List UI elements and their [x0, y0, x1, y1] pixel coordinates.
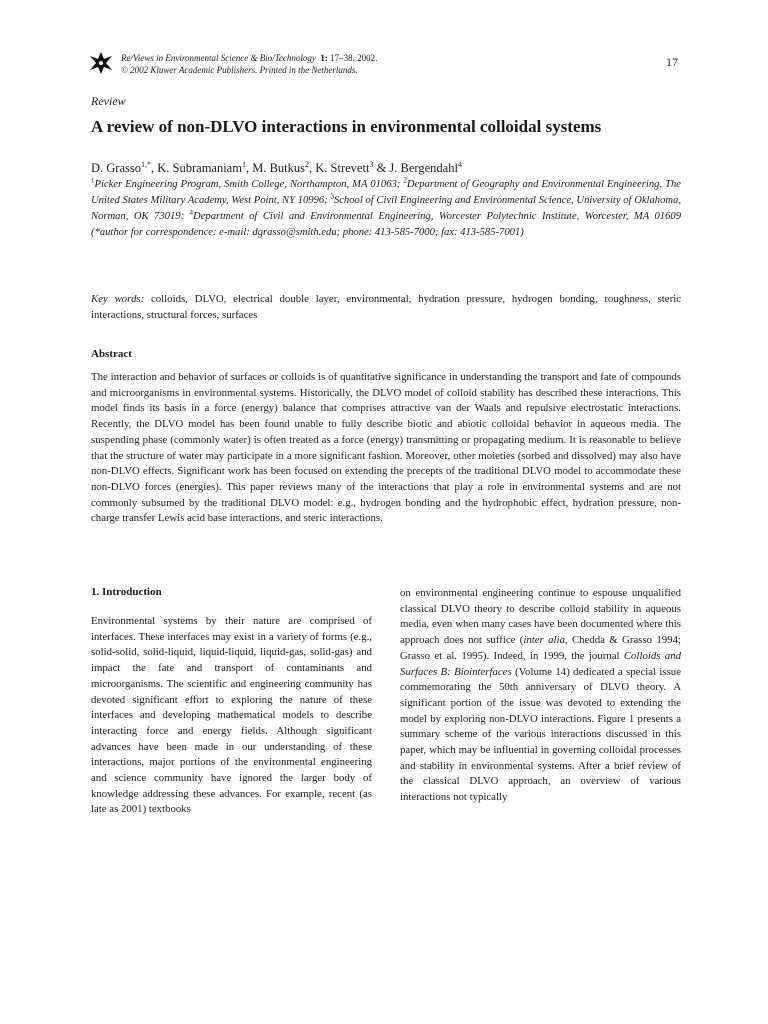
copyright-line: © 2002 Kluwer Academic Publishers. Printed in the Netherlands.	[121, 65, 358, 75]
affiliation-mark: 4	[189, 208, 194, 217]
intro-right-text-3: (Volume 14) dedicated a special issue commemorating the 50th anniversary of DLVO theory. A significant portion of the issue was devoted to extending the model by exploring non-DLVO interactions. Figure 1 presents a summary scheme of the various interactions discussed in this paper, which may be influential in governing colloidal processes and stability in environmental systems. After a brief review of the classical DLVO approach, an overview of various interactions not typically	[400, 665, 681, 804]
affiliation-text: Department of Civil and Environmental Engineering, Worcester Polytechnic Institute, Worcester, MA 01609 (*author for correspondence: e-mail: dgrasso@smith.edu; phone: 413-585-7000; fax: 413-585-7001)	[91, 211, 681, 238]
keywords	[91, 291, 681, 323]
publisher-logo-icon	[90, 52, 112, 74]
author-name: D. Grasso	[91, 161, 141, 175]
author-affiliation-mark: 1,*	[141, 159, 151, 169]
author-affiliation-mark: 4	[457, 159, 462, 169]
journal-volume: 1:	[320, 53, 328, 63]
intro-right-text-2: , Chedda & Grasso 1994; Grasso et al. 1995). Indeed, in 1999, the journal	[400, 634, 681, 662]
paper-title: A review of non-DLVO interactions in environmental colloidal systems	[91, 117, 602, 136]
abstract-text: The interaction and behavior of surfaces or colloids is of quantitative significance in understanding the transport and fate of compounds and microorganisms in environmental systems. Historically, the DLVO model of colloid stability has described these interactions. This model finds its basis in a force (energy) balance that comprises attractive van der Waals and repulsive electrostatic interactions. Recently, the DLVO model has been found unable to fully describe biotic and abiotic colloidal behavior in aqueous media. The suspending phase (commonly water) is often treated as a force (energy) transmitting or propagating medium. It is reasonable to believe that the structure of water may participate in a more significant fashion. Moreover, other moieties (sorbed and dissolved) may also have non-DLVO effects. Significant work has been focused on extending the precepts of the traditional DLVO model to accommodate these non-DLVO forces (energies). This paper reviews many of the interactions that play a role in environmental systems and are not commonly subsumed by the traditional DLVO model: e.g., hydrogen bonding and the hydrophobic effect, hydration pressure, non-charge transfer Lewis acid base interactions, and steric interactions.	[91, 371, 681, 525]
journal-pages-year: 17–38, 2002.	[327, 53, 378, 63]
author-affiliation-mark: 2	[305, 159, 310, 169]
author-separator: ,	[309, 161, 316, 175]
page-number: 17	[666, 55, 678, 69]
affiliation-mark: 2	[403, 176, 407, 185]
section-heading-introduction: 1. Introduction	[91, 586, 162, 598]
author-separator: ,	[151, 161, 158, 175]
affiliation-text: School of Civil Engineering and Environmental Science, University of Oklahoma, Norman, OK 73019;	[91, 195, 681, 222]
keywords-label: Key words:	[91, 293, 145, 305]
author-name: M. Butkus	[252, 161, 306, 175]
author-name: K. Strevett	[315, 161, 370, 175]
journal-reference: Colloids and Surfaces B: Biointerfaces	[400, 649, 681, 678]
affiliation-mark: 1	[91, 176, 95, 185]
article-type: Review	[91, 94, 126, 108]
intro-right-italic-1: inter alia	[523, 634, 565, 647]
intro-right-column	[400, 586, 681, 806]
abstract-heading: Abstract	[91, 348, 132, 360]
author-separator: &	[373, 161, 390, 175]
intro-right-text-1: on environmental engineering continue to espouse unqualified classical DLVO theory to describe colloid stability in aqueous media, even when many cases have been documented where this approach does not suffice (	[400, 587, 681, 647]
affiliation-text: Picker Engineering Program, Smith College, Northampton, MA 01063;	[94, 179, 404, 190]
author-affiliation-mark: 1	[241, 159, 246, 169]
author-name: K. Subramaniam	[157, 161, 242, 175]
journal-name: Re/Views in Environmental Science & Bio/Technology	[121, 53, 316, 63]
author-name: J. Bergendahl	[389, 161, 458, 175]
author-list	[91, 160, 681, 176]
affiliations	[91, 177, 681, 241]
journal-citation	[121, 52, 377, 76]
affiliation-mark: 3	[330, 192, 334, 201]
keywords-text: colloids, DLVO, electrical double layer, environmental, hydration pressure, hydrogen bonding, roughness, steric interactions, structural forces, surfaces	[91, 293, 681, 321]
intro-left-column: Environmental systems by their nature are comprised of interfaces. These interfaces may exist in a variety of forms (e.g., solid-solid, solid-liquid, liquid-liquid, liquid-gas, solid-gas) and impact the fate and transport of contaminants and microorganisms. The scientific and engineering community has devoted significant effort to exploring the nature of these interfaces and developing mathematical models to describe interacting force and energy fields. Although significant advances have been made in our understanding of these interactions, major portions of the environmental engineering and science community have ignored the larger body of knowledge addressing these advances. For example, recent (as late as 2001) textbooks	[91, 615, 372, 816]
affiliation-text: Department of Geography and Environmental Engineering, The United States Military Academy, West Point, NY 10996;	[91, 179, 682, 206]
author-separator: ,	[245, 161, 253, 175]
author-affiliation-mark: 3	[369, 159, 374, 169]
